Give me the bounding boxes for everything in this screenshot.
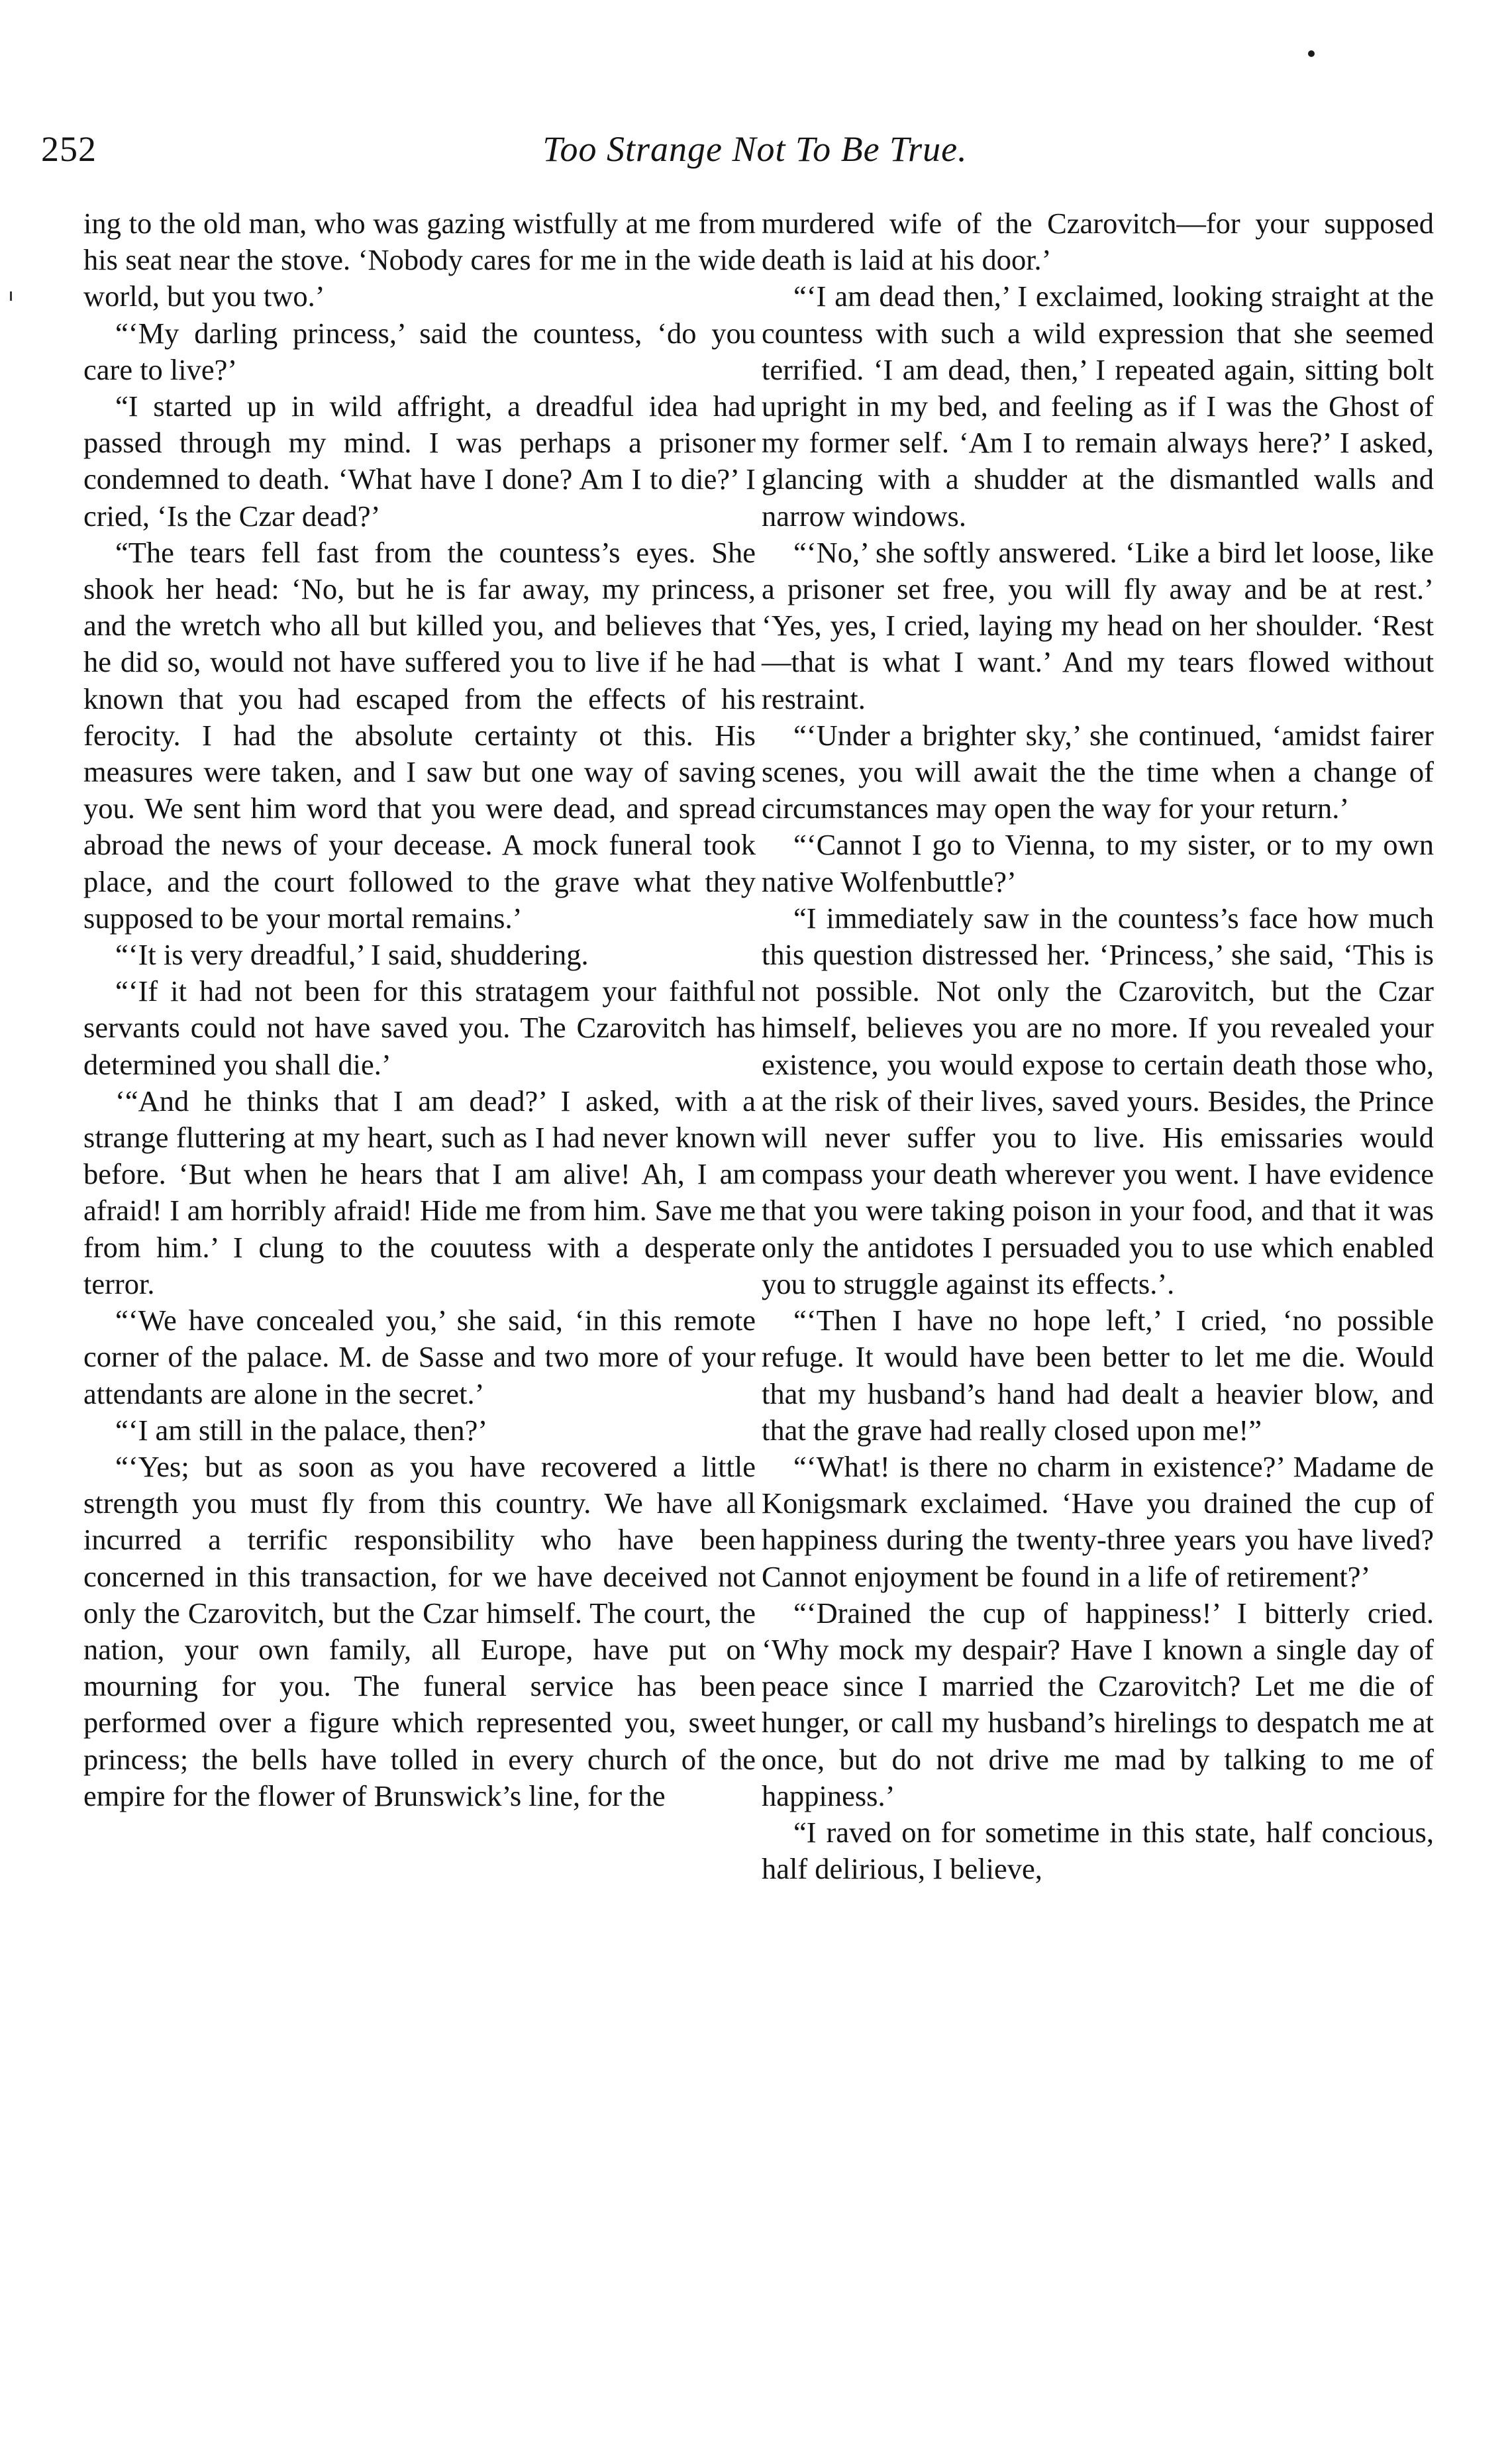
left-column xyxy=(83,205,756,1814)
paragraph: “‘Drained the cup of happiness!’ I bitterly cried. ‘Why mock my despair? Have I known a single day of peace since I married the Czarovitch? Let me die of hunger, or call my husband’s hirelings to despatch me at once, but do not drive me mad by talking to me of happiness.’ xyxy=(762,1596,1434,1812)
paragraph: “I immediately saw in the countess’s face how much this question distressed her. ‘Princess,’ she said, ‘This is not possible. Not only the Czarovitch, but the Czar himself, believes you are no more. If you revealed your existence, you would expose to certain death those who, at the risk of their lives, saved yours. Besides, the Prince will never suffer you to live. His emissaries would compass your death wherever you went. I have evidence that you were taking poison in your food, and that it was only the antidotes I persuaded you to use which enabled you to struggle against its effects.’. xyxy=(762,901,1434,1300)
paragraph: “‘Cannot I go to Vienna, to my sister, or to my own native Wolfenbuttle?’ xyxy=(762,828,1434,898)
paragraph: “The tears fell fast from the countess’s eyes. She shook her head: ‘No, but he is far away, my princess, and the wretch who all but killed you, and believes that he did so, would not have suffered you to live if he had known that you had escaped from the effects of his ferocity. I had the absolute certainty ot this. His measures were taken, and I saw but one way of saving you. We sent him word that you were dead, and spread abroad the news of your decease. A mock funeral took place, and the court followed to the grave what they supposed to be your mortal remains.’ xyxy=(83,535,756,935)
paragraph: “‘What! is there no charm in existence?’ Madame de Konigsmark exclaimed. ‘Have you drained the cup of happiness during the twenty-three years you have lived? Cannot enjoyment be found in a life of retirement?’ xyxy=(762,1449,1434,1593)
paragraph: “‘If it had not been for this stratagem your faithful servants could not have saved you. The Czarovitch has determined you shall die.’ xyxy=(83,974,756,1081)
paragraph: murdered wife of the Czarovitch—for your supposed death is laid at his door.’ xyxy=(762,207,1434,277)
paragraph: ‘“And he thinks that I am dead?’ I asked, with a strange fluttering at my heart, such as I had never known before. ‘But when he hears that I am alive! Ah, I am afraid! I am horribly afraid! Hide me from him. Save me from him.’ I clung to the couutess with a desperate terror. xyxy=(83,1084,756,1300)
paragraph: “‘No,’ she softly answered. ‘Like a bird let loose, like a prisoner set free, you will fly away and be at rest.’ ‘Yes, yes, I cried, laying my head on her shoulder. ‘Rest—that is what I want.’ And my tears flowed without restraint. xyxy=(762,535,1434,715)
print-speck xyxy=(1308,50,1315,57)
paragraph: “‘It is very dreadful,’ I said, shuddering. xyxy=(115,938,589,972)
paragraph: “I raved on for sometime in this state, half concious, half delirious, I believe, xyxy=(762,1815,1434,1886)
paragraph: “‘Then I have no hope left,’ I cried, ‘no possible refuge. It would have been better to let me die. Would that my husband’s hand had dealt a heavier blow, and that the grave had really closed upon me!” xyxy=(762,1304,1434,1447)
margin-mark xyxy=(10,291,12,301)
paragraph: “‘Yes; but as soon as you have recovered a little strength you must fly from this country. We have all incurred a terrific responsibility who have been concerned in this transaction, for we have deceived not only the Czarovitch, but the Czar himself. The court, the nation, your own family, all Europe, have put on mourning for you. The funeral service has been performed over a figure which represented you, sweet princess; the bells have tolled in every church of the empire for the flower of Brunswick’s line, for the xyxy=(83,1449,756,1812)
paragraph: “I started up in wild affright, a dreadful idea had passed through my mind. I was perhaps a prisoner condemned to death. ‘What have I done? Am I to die?’ I cried, ‘Is the Czar dead?’ xyxy=(83,390,756,533)
paragraph: “‘We have concealed you,’ she said, ‘in this remote corner of the palace. M. de Sasse and two more of your attendants are alone in the secret.’ xyxy=(83,1304,756,1410)
paragraph: “‘Under a brighter sky,’ she continued, ‘amidst fairer scenes, you will await the the time when a change of circumstances may open the way for your return.’ xyxy=(762,718,1434,825)
paragraph: “‘I am still in the palace, then?’ xyxy=(115,1413,488,1447)
page-number: 252 xyxy=(41,129,97,169)
paragraph: “‘My darling princess,’ said the countess, ‘do you care to live?’ xyxy=(83,316,756,386)
right-column xyxy=(762,205,1434,1887)
running-title: Too Strange Not To Be True. xyxy=(542,129,968,169)
paragraph: “‘I am dead then,’ I exclaimed, looking straight at the countess with such a wild expression that she seemed terrified. ‘I am dead, then,’ I repeated again, sitting bolt upright in my bed, and feeling as if I was the Ghost of my former self. ‘Am I to remain always here?’ I asked, glancing with a shudder at the dismantled walls and narrow windows. xyxy=(762,280,1434,533)
paragraph: ing to the old man, who was gazing wistfully at me from his seat near the stove. ‘Nobody cares for me in the wide world, but you two.’ xyxy=(83,207,756,313)
